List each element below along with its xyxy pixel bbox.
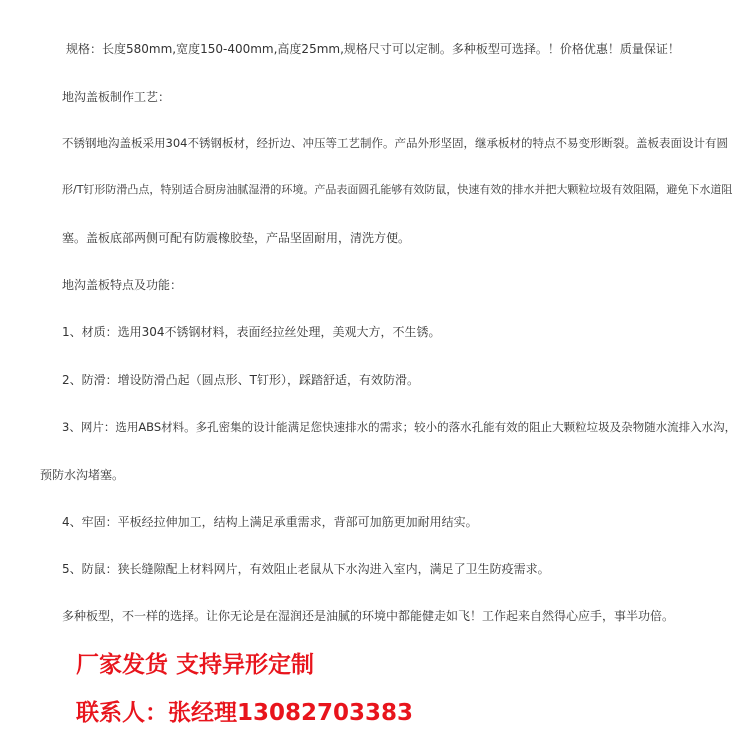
feature-sturdy: 4、牢固：平板经拉伸加工，结构上满足承重需求，背部可加筋更加耐用结实。 bbox=[62, 515, 478, 529]
process-paragraph-line-2: 形/T钉形防滑凸点，特别适合厨房油腻湿滑的环境。产品表面圆孔能够有效防鼠，快速有效的排水并把大颗粒垃圾有效阻隔，避免下水道阻 bbox=[62, 183, 733, 196]
feature-mesh-line-1: 3、网片：选用ABS材料。多孔密集的设计能满足您快速排水的需求；较小的落水孔能有效的阻止大颗粒垃圾及杂物随水流排入水沟， bbox=[62, 420, 737, 434]
spec-line: 规格：长度580mm,宽度150-400mm,高度25mm,规格尺寸可以定制。多种板型可选择。！价格优惠！质量保证！ bbox=[66, 42, 680, 56]
feature-anti-slip: 2、防滑：增设防滑凸起（圆点形、T钉形），踩踏舒适，有效防滑。 bbox=[62, 373, 419, 387]
process-paragraph-line-3: 塞。盖板底部两侧可配有防震橡胶垫，产品坚固耐用，清洗方便。 bbox=[62, 231, 411, 245]
feature-rodent-proof: 5、防鼠：狭长缝隙配上材料网片，有效阻止老鼠从下水沟进入室内，满足了卫生防疫需求。 bbox=[62, 562, 550, 576]
closing-paragraph: 多种板型，不一样的选择。让你无论是在湿润还是油腻的环境中都能健走如飞！工作起来自然得心应手，事半功倍。 bbox=[62, 609, 675, 623]
contact-line: 联系人：张经理13082703383 bbox=[76, 700, 414, 726]
feature-mesh-line-2: 预防水沟堵塞。 bbox=[40, 468, 125, 482]
promo-line: 厂家发货 支持异形定制 bbox=[76, 652, 315, 678]
process-paragraph-line-1: 不锈钢地沟盖板采用304不锈钢板材，经折边、冲压等工艺制作。产品外形坚固，继承板材的特点不易变形断裂。盖板表面设计有圆 bbox=[62, 136, 728, 150]
feature-material: 1、材质：选用304不锈钢材料，表面经拉丝处理，美观大方，不生锈。 bbox=[62, 325, 441, 339]
process-heading: 地沟盖板制作工艺： bbox=[62, 90, 171, 104]
features-heading: 地沟盖板特点及功能： bbox=[62, 278, 183, 292]
